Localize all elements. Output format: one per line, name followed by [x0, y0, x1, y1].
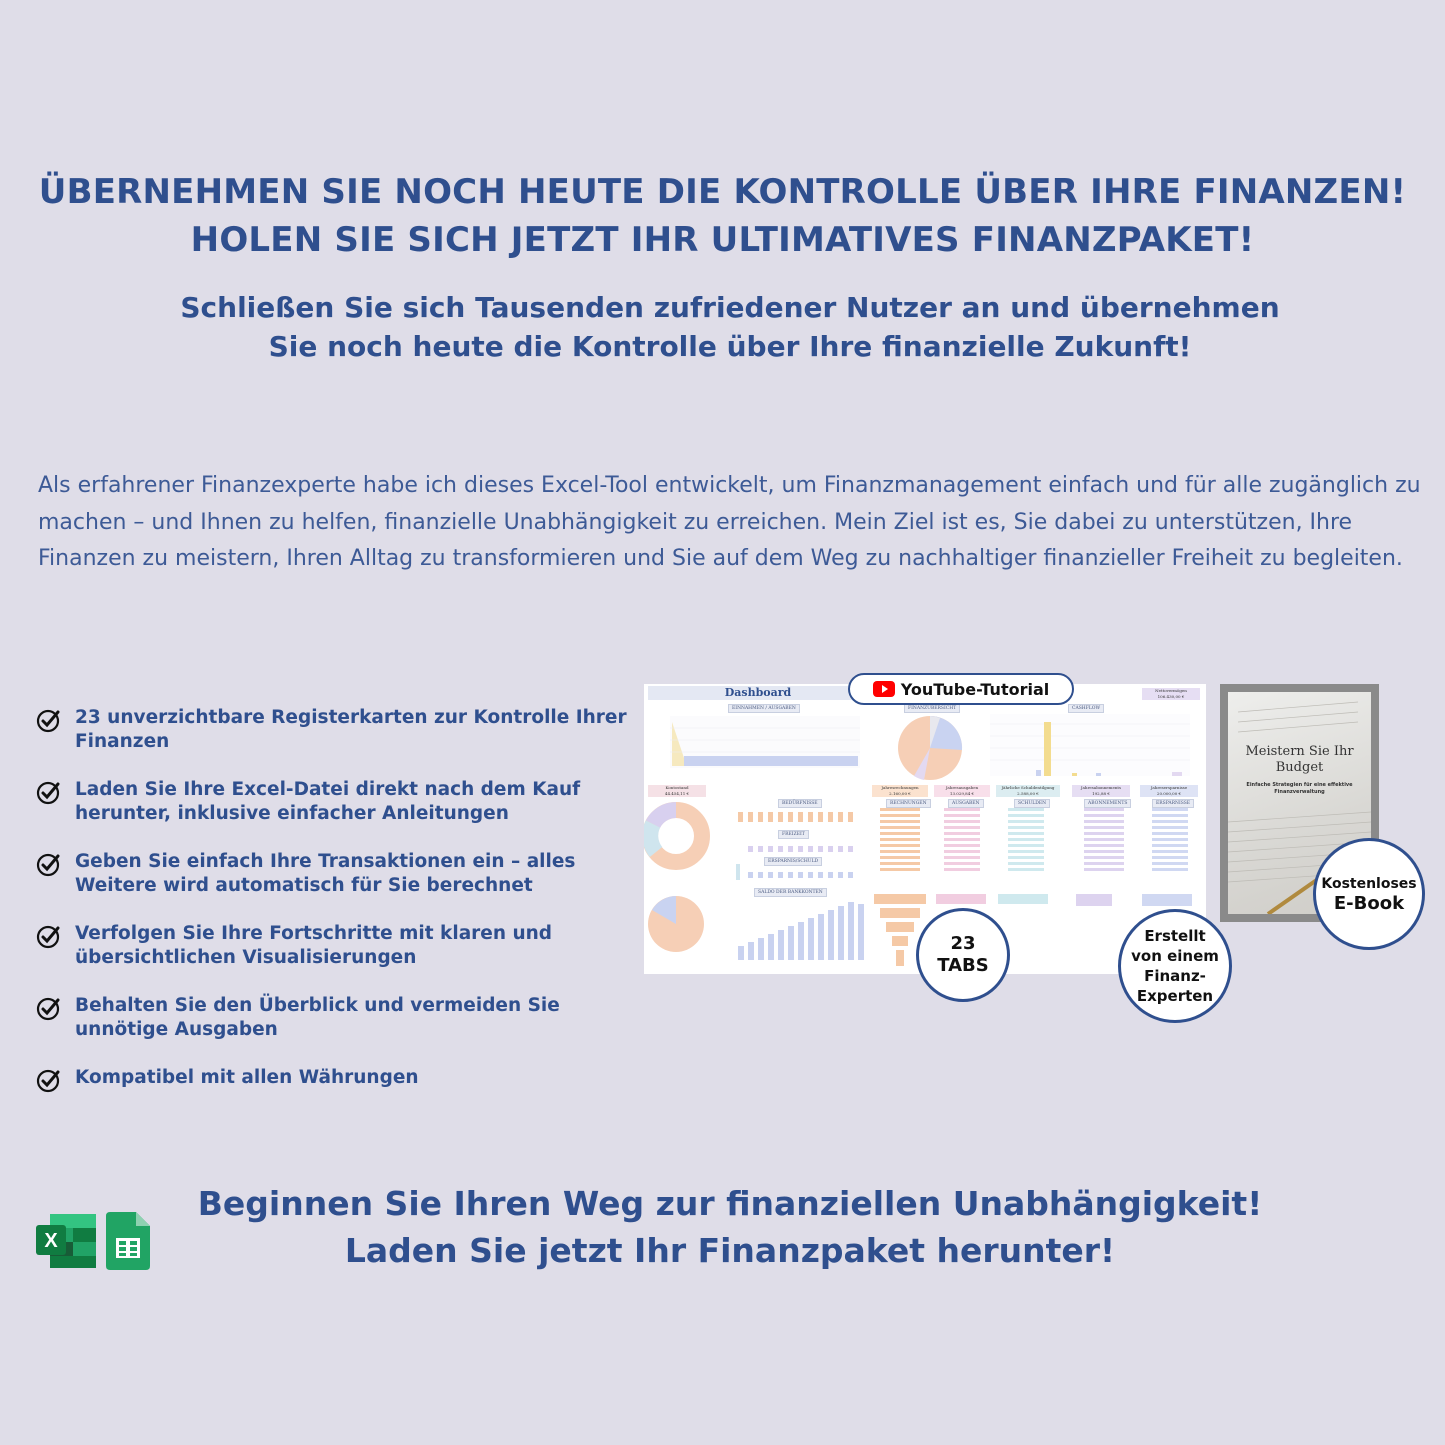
label-cashflow: CASHFLOW	[1068, 704, 1104, 713]
label-overview: FINANZÜBERSICHT	[904, 704, 960, 713]
tabs-badge	[916, 908, 1010, 1002]
headline-line-1: ÜBERNEHMEN SIE NOCH HEUTE DIE KONTROLLE ÜBER IHRE FINANZEN!	[38, 172, 1407, 212]
feature-text: 23 unverzichtbare Registerkarten zur Kontrolle Ihrer Finanzen	[75, 707, 627, 752]
label-needs: BEDÜRFNISSE	[778, 799, 822, 808]
label-bills: RECHNUNGEN	[886, 799, 931, 808]
app-icons	[36, 1212, 151, 1272]
kpi-debts: Jährliche Schuldentilgung 2.588,00 €	[996, 785, 1060, 797]
label-subscriptions: ABONNEMENTS	[1084, 799, 1131, 808]
feature-item	[36, 1066, 419, 1090]
label-savings: ERSPARNIS/SCHULD	[764, 857, 822, 866]
feature-text: Kompatibel mit allen Währungen	[75, 1067, 419, 1088]
cta-line-2: Laden Sie jetzt Ihr Finanzpaket herunter!	[344, 1231, 1116, 1270]
check-circle-icon	[36, 1067, 62, 1093]
free-ebook-line-1: Kostenloses	[1321, 875, 1417, 892]
dashboard-title: Dashboard	[648, 686, 868, 700]
expert-badge	[1118, 909, 1232, 1023]
check-circle-icon	[36, 923, 62, 949]
headline	[0, 168, 1445, 264]
call-to-action	[150, 1180, 1310, 1274]
cta-line-1: Beginnen Sie Ihren Weg zur finanziellen Unabhängigkeit!	[197, 1184, 1263, 1223]
check-circle-icon	[36, 851, 62, 877]
label-balance: SALDO DER BANKKONTEN	[754, 888, 827, 897]
ebook-subtitle: Einfache Strategien für eine effektive Finanzverwaltung	[1246, 782, 1353, 795]
check-circle-icon	[36, 779, 62, 805]
headline-line-2: HOLEN SIE SICH JETZT IHR ULTIMATIVES FINANZPAKET!	[190, 220, 1255, 260]
ebook-title: Meistern Sie Ihr Budget	[1245, 744, 1354, 775]
free-ebook-badge	[1313, 838, 1425, 950]
kpi-balance: Kontostand 44.454,11 €	[648, 785, 706, 797]
kpi-subscriptions: Jahresabonnements 192,88 €	[1072, 785, 1130, 797]
youtube-tutorial-label: YouTube-Tutorial	[900, 679, 1050, 699]
feature-item	[36, 850, 636, 898]
feature-text: Geben Sie einfach Ihre Transaktionen ein – alles Weitere wird automatisch für Sie berechnet	[75, 851, 576, 896]
kpi-savings: Jahresersparnisse 20.000,00 €	[1140, 785, 1198, 797]
tabs-count: 23	[950, 933, 976, 954]
label-income-expenses: EINNAHMEN / AUSGABEN	[728, 704, 800, 713]
expert-label: Erstellt von einem Finanz-Experten	[1131, 927, 1219, 1005]
kpi-net-worth: Nettovermögen 106.430,00 €	[1142, 688, 1200, 700]
free-ebook-line-2: E-Book	[1333, 892, 1405, 914]
tabs-label: TABS	[937, 955, 989, 976]
check-circle-icon	[36, 995, 62, 1021]
feature-item	[36, 922, 636, 970]
youtube-tutorial-badge	[848, 673, 1074, 705]
check-circle-icon	[36, 707, 62, 733]
feature-text: Verfolgen Sie Ihre Fortschritte mit klaren und übersichtlichen Visualisierungen	[75, 923, 553, 968]
kpi-bills: Jahresrechnungen 2.160,00 €	[872, 785, 928, 797]
subheadline: Schließen Sie sich Tausenden zufriedener Nutzer an und übernehmen Sie noch heute die Kontrolle über Ihre finanzielle Zukunft!	[180, 291, 1280, 363]
label-expenses: AUSGABEN	[948, 799, 984, 808]
youtube-icon	[873, 681, 895, 697]
label-savings-2: ERSPARNISSE	[1152, 799, 1194, 808]
google-sheets-icon	[106, 1212, 150, 1270]
svg-text:X: X	[44, 1230, 58, 1252]
feature-item	[36, 994, 636, 1042]
intro-paragraph: Als erfahrener Finanzexperte habe ich dieses Excel-Tool entwickelt, um Finanzmanagement einfach und für alle zugänglich zu machen – und Ihnen zu helfen, finanzielle Unabhängigkeit zu erreichen. Mein Ziel ist es, Sie dabei zu unterstützen, Ihre Finanzen zu meistern, Ihren Alltag zu transformieren und Sie auf dem Weg zu nachhaltiger finanzieller Freiheit zu begleiten.	[38, 473, 1421, 571]
feature-text: Behalten Sie den Überblick und vermeiden Sie unnötige Ausgaben	[75, 995, 560, 1040]
label-debts: SCHULDEN	[1014, 799, 1050, 808]
feature-text: Laden Sie Ihre Excel-Datei direkt nach dem Kauf herunter, inklusive einfacher Anleitungen	[75, 779, 581, 824]
kpi-expenses: Jahresausgaben 13.029,84 €	[934, 785, 990, 797]
feature-item	[36, 778, 636, 826]
excel-icon	[36, 1212, 98, 1270]
label-leisure: FREIZEIT	[778, 830, 809, 839]
feature-item	[36, 706, 636, 754]
